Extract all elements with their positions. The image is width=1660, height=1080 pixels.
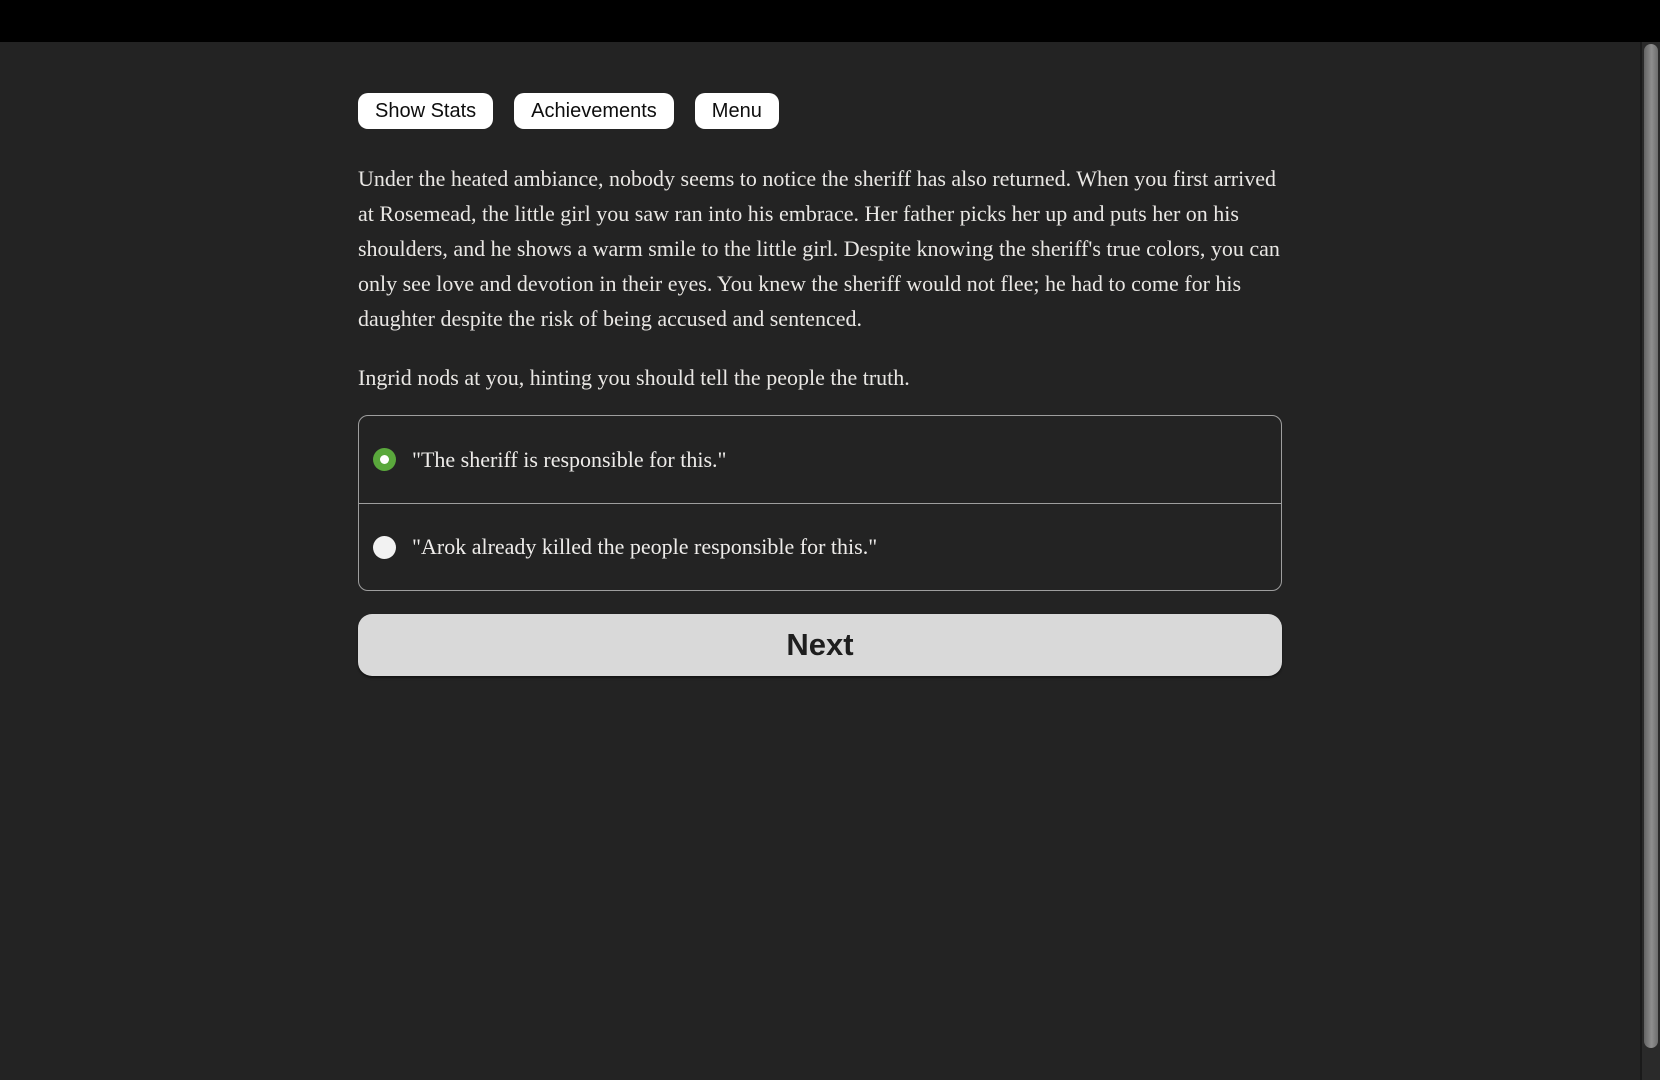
choice-label: "The sheriff is responsible for this.": [412, 446, 727, 472]
choice-list: [358, 415, 1282, 591]
menu-button[interactable]: Menu: [695, 93, 779, 129]
story-paragraph: Under the heated ambiance, nobody seems to notice the sheriff has also returned. When you first arrived at Rosemead, the little girl you saw ran into his embrace. Her father picks her up and puts her on his shoulders, and he shows a warm smile to the little girl. Despite knowing the sheriff's true colors, you can only see love and devotion in their eyes. You knew the sheriff would not flee; he had to come for his daughter despite the risk of being accused and sentenced.: [358, 166, 1280, 331]
story-paragraph: Ingrid nods at you, hinting you should tell the people the truth.: [358, 365, 910, 390]
top-bar: [0, 0, 1660, 42]
toolbar: [358, 93, 1282, 129]
game-content: [358, 42, 1282, 676]
scrollbar-thumb[interactable]: [1644, 44, 1658, 1048]
choice-label: "Arok already killed the people responsible for this.": [412, 534, 878, 559]
scrollbar[interactable]: [1640, 42, 1660, 1080]
next-button[interactable]: Next: [358, 614, 1282, 676]
achievements-button[interactable]: Achievements: [514, 93, 674, 129]
choice-option-sheriff[interactable]: [359, 416, 1281, 503]
story-text: [358, 161, 1282, 395]
choice-option-arok[interactable]: [359, 503, 1281, 590]
show-stats-button[interactable]: Show Stats: [358, 93, 493, 129]
radio-button-icon[interactable]: [373, 536, 396, 559]
radio-button-icon[interactable]: [373, 448, 396, 471]
